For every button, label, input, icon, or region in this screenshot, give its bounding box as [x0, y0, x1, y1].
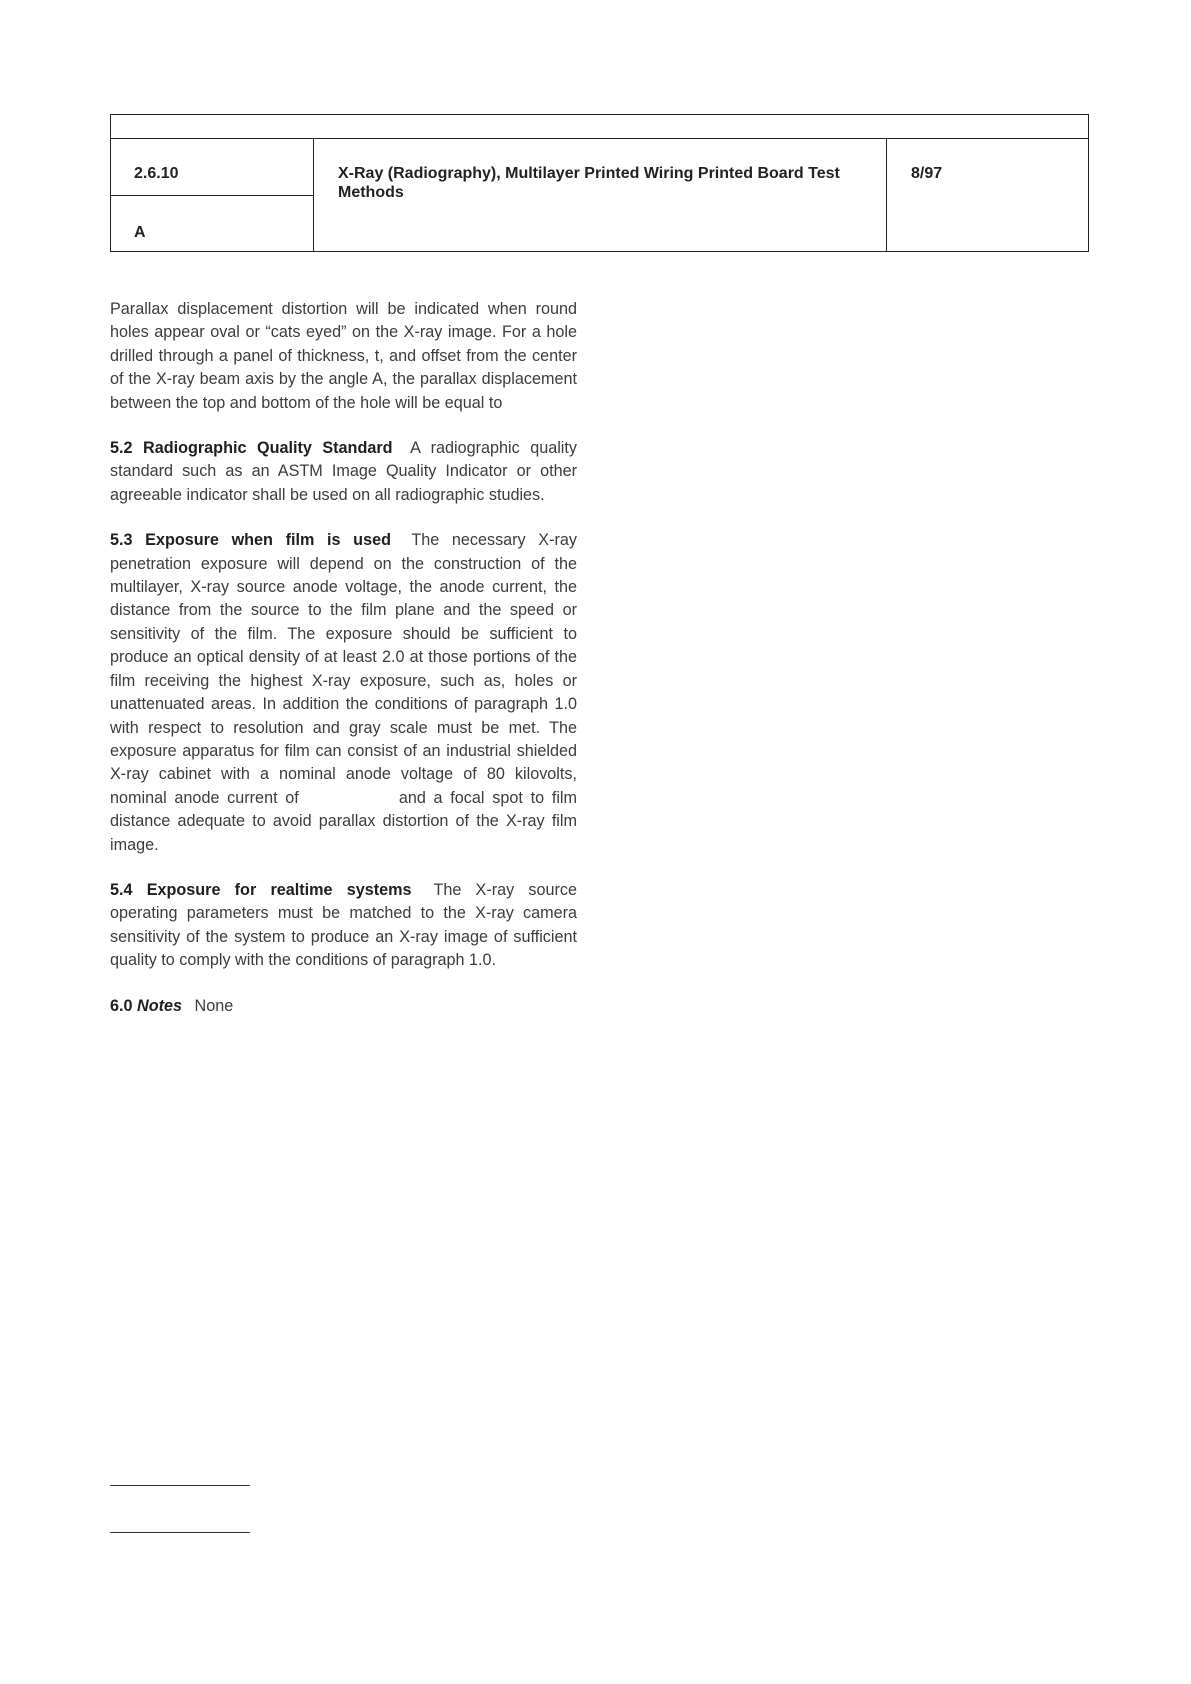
revision-letter: A — [134, 224, 146, 241]
section-text-continued: and a focal spot to film distance adequate to avoid parallax distortion of the X-ray film image. — [110, 788, 577, 854]
section-text: None — [194, 996, 234, 1015]
header-row-divider — [111, 195, 313, 196]
header-column-divider — [886, 139, 887, 251]
header-column-divider — [313, 139, 314, 251]
intro-text: Parallax displacement distortion will be indicated when round holes appear oval or “cats eyed” on the X-ray image. For a hole drilled through a panel of thickness, t, and offset from the center of the X-ray beam axis by the angle A, the parallax displacement between the top and bottom of the hole will be equal to — [110, 300, 577, 412]
section-heading: Notes — [137, 996, 182, 1015]
section-number: 6.0 — [110, 996, 133, 1015]
intro-paragraph — [110, 298, 577, 415]
section-5-4 — [110, 879, 577, 973]
section-heading: 5.4 Exposure for realtime systems — [110, 880, 412, 899]
section-text: A radiographic quality standard such as an ASTM Image Quality Indicator or other agreeable indicator shall be used on all radiographic studies. — [110, 439, 577, 504]
body-column — [110, 298, 577, 1040]
section-6-0 — [110, 995, 577, 1018]
section-5-3 — [110, 529, 577, 857]
document-number: 2.6.10 — [134, 165, 179, 182]
section-text: The necessary X-ray penetration exposure will depend on the construction of the multilayer, X-ray source anode voltage, the anode current, the distance from the source to the film plane and the speed or sensitivity of the film. The exposure should be sufficient to produce an optical density of at least 2.0 at those portions of the film receiving the highest X-ray exposure, such as, holes or unattenuated areas. In addition the conditions of paragraph 1.0 with respect to resolution and gray scale must be met. The exposure apparatus for film can consist of an industrial shielded X-ray cabinet with a nominal anode voltage of 80 kilovolts, nominal anode current of — [110, 531, 577, 807]
document-title: X-Ray (Radiography), Multilayer Printed Wiring Printed Board Test Methods — [338, 165, 840, 201]
section-heading: 5.2 Radiographic Quality Standard — [110, 439, 393, 458]
footnote-rule — [110, 1532, 250, 1533]
document-header-table — [110, 114, 1089, 252]
document-date: 8/97 — [911, 165, 943, 182]
section-heading: 5.3 Exposure when film is used — [110, 531, 391, 550]
header-top-strip — [111, 115, 1088, 139]
footnote-rule — [110, 1485, 250, 1486]
section-5-2 — [110, 437, 577, 507]
section-text: The X-ray source operating parameters must be matched to the X-ray camera sensitivity of the system to produce an X-ray image of sufficient quality to comply with the conditions of paragraph 1.0. — [110, 880, 577, 970]
